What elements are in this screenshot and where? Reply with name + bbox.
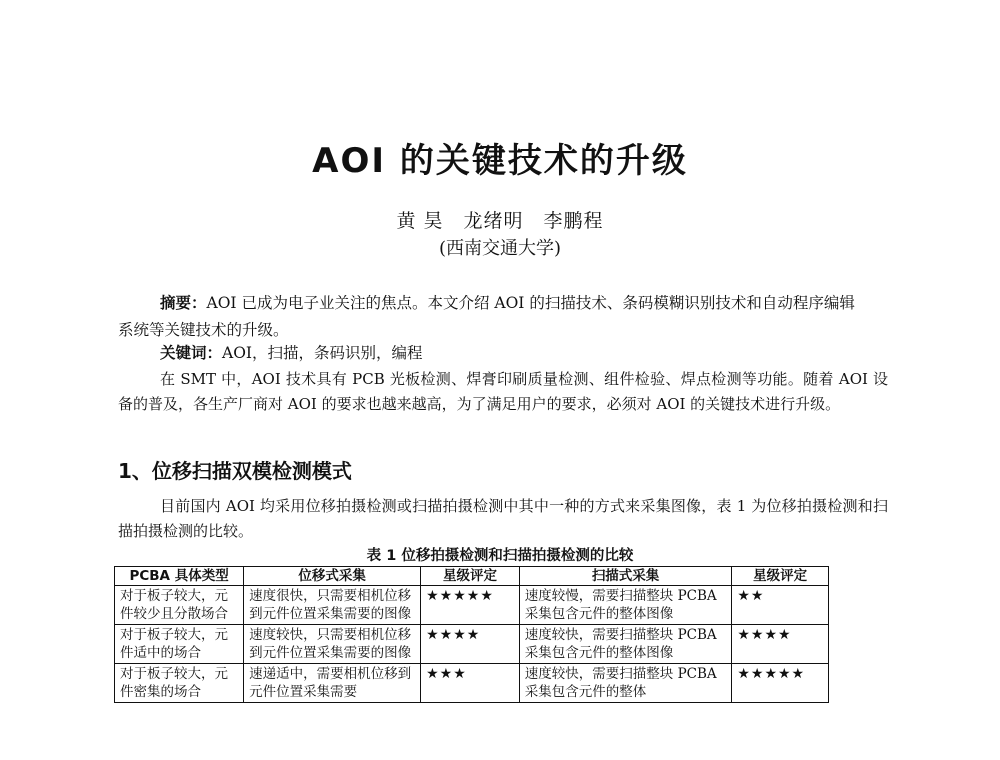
table-cell: 对于板子较大，元件较少且分散场合 (115, 586, 244, 625)
star-rating: ★★★ (421, 664, 520, 703)
star-rating: ★★★★★ (732, 664, 829, 703)
table-cell: 速度较快，只需要相机位移到元件位置采集需要的图像 (244, 625, 421, 664)
intro-paragraph: 在 SMT 中，AOI 技术具有 PCB 光板检测、焊膏印刷质量检测、组件检验、焊点检测等功能。随着 AOI 设备的普及，各生产厂商对 AOI 的要求也越来越高，为了满足用户的要求，必须对 AOI 的关键技术进行升级。 (118, 370, 888, 413)
table-cell: 速度较快，需要扫描整块 PCBA 采集包含元件的整体图像 (519, 625, 732, 664)
keywords-text: AOI，扫描，条码识别，编程 (222, 344, 423, 362)
abstract-text: AOI 已成为电子业关注的焦点。本文介绍 AOI 的扫描技术、条码模糊识别技术和自动程序编辑系统等关键技术的升级。 (118, 294, 855, 339)
section-heading: 1、位移扫描双模检测模式 (118, 459, 352, 483)
table-cell: 速度很快，只需要相机位移到元件位置采集需要的图像 (244, 586, 421, 625)
keywords-label: 关键词： (160, 343, 223, 362)
table-row (115, 586, 829, 625)
table-row (115, 625, 829, 664)
table-row (115, 664, 829, 703)
star-rating: ★★★★ (732, 625, 829, 664)
star-rating: ★★★★ (421, 625, 520, 664)
author-list: 黄 昊 龙绪明 李鹏程 (396, 210, 604, 232)
table-cell: 速递适中，需要相机位移到元件位置采集需要 (244, 664, 421, 703)
comparison-table (114, 566, 829, 703)
star-rating: ★★ (732, 586, 829, 625)
table-header-cell: PCBA 具体类型 (115, 567, 244, 586)
affiliation: (西南交通大学) (438, 238, 562, 259)
table-header-cell: 扫描式采集 (519, 567, 732, 586)
table-cell: 对于板子较大，元件密集的场合 (115, 664, 244, 703)
table-cell: 速度较慢，需要扫描整块 PCBA 采集包含元件的整体图像 (519, 586, 732, 625)
table-header-cell: 位移式采集 (244, 567, 421, 586)
keywords (160, 342, 880, 364)
star-rating: ★★★★★ (421, 586, 520, 625)
abstract-label: 摘要： (160, 293, 207, 312)
table-cell: 速度较快，需要扫描整块 PCBA 采集包含元件的整体 (519, 664, 732, 703)
table-header-cell: 星级评定 (421, 567, 520, 586)
abstract (118, 289, 858, 344)
table-header-row (115, 567, 829, 586)
table-caption: 表 1 位移拍摄检测和扫描拍摄检测的比较 (366, 548, 634, 564)
section-paragraph: 目前国内 AOI 均采用位移拍摄检测或扫描拍摄检测中其中一种的方式来采集图像，表 1 为位移拍摄检测和扫描拍摄检测的比较。 (118, 497, 888, 540)
table-cell: 对于板子较大，元件适中的场合 (115, 625, 244, 664)
table-header-cell: 星级评定 (732, 567, 829, 586)
paper-title: AOI 的关键技术的升级 (312, 141, 688, 181)
